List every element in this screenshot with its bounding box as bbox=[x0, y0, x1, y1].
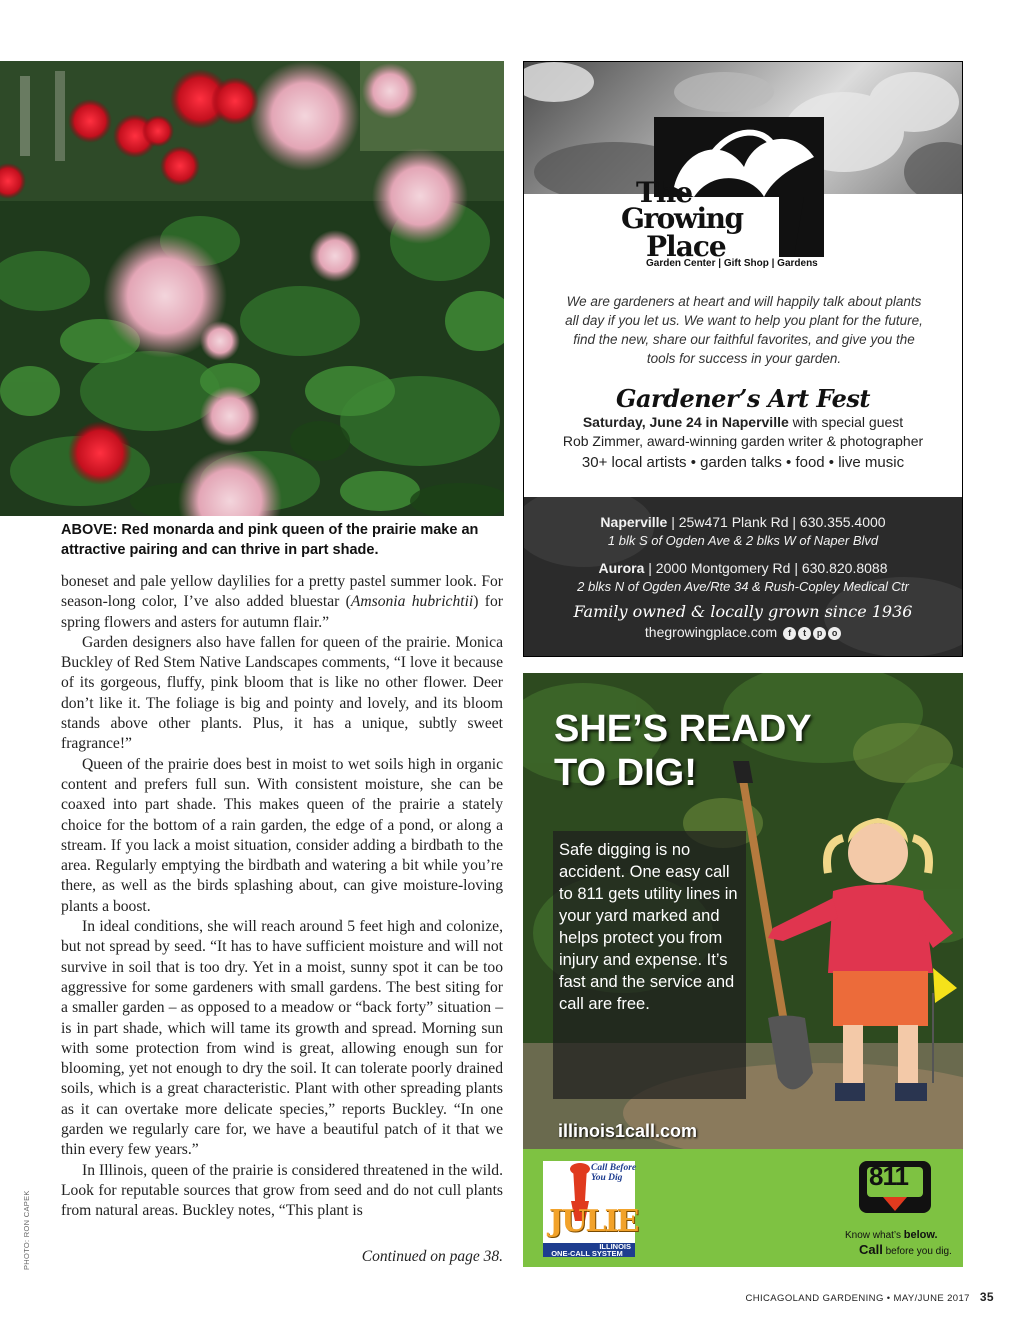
girl-shorts bbox=[833, 971, 928, 1026]
article-paragraph: In Illinois, queen of the prairie is considered threatened in the wild. Look for reputable sources that grow from seed and do not cull plants from natural areas. Buckley notes, “This plant is bbox=[61, 1161, 503, 1220]
logo-text-the: The bbox=[636, 176, 693, 209]
ad-slogan: Family owned & locally grown since 1936 bbox=[573, 602, 913, 621]
logo-text-place: Place bbox=[646, 230, 726, 263]
pinterest-icon[interactable]: p bbox=[813, 627, 826, 640]
article-body bbox=[61, 572, 503, 1222]
location-aurora-directions: 2 blks N of Ogden Ave/Rte 34 & Rush-Copley Medical Ctr bbox=[577, 579, 909, 594]
article-paragraph: boneset and pale yellow daylilies for a pretty pastel summer look. For season-long color, I’ve also added bluestar (Amsonia hubrichtii) for spring flowers and asters for autumn flair.” bbox=[61, 573, 503, 631]
julie-811-ad[interactable] bbox=[523, 673, 963, 1267]
article-paragraph: Queen of the prairie does best in moist to wet soils high in organic content and prefers full sun. With consistent moisture, she can be coaxed into part shade. This makes queen of the prairie a stately choice for the bottom of a rain garden, the edge of a pond, or along a stream. If you lack a moist situation, consider adding a birdbath to the area. Regularly emptying the birdbath and watering a bit while you’re there, as well as the birds splashing about, can give moisture-loving plants a boost. bbox=[61, 755, 503, 915]
event-features: 30+ local artists • garden talks • food • live music bbox=[581, 454, 905, 471]
location-naperville: Naperville | 25w471 Plank Rd | 630.355.4000 bbox=[600, 514, 886, 530]
event-guest: Rob Zimmer, award-winning garden writer & photographer bbox=[562, 433, 924, 449]
ad-headline: SHE’S READY TO DIG! bbox=[554, 708, 812, 794]
photo-credit: PHOTO: RON CAPEK bbox=[22, 1190, 31, 1270]
811-tagline-know: Know what’s below. bbox=[845, 1229, 938, 1241]
growing-place-ad[interactable] bbox=[523, 61, 963, 657]
article-paragraph: Garden designers also have fallen for queen of the prairie. Monica Buckley of Red Stem Native Landscapes comments, “I love it because of its gorgeous, fluffy, pink bloom that is like no other flower. Deer don’t like it. The foliage is big and pointy and lovely, and its bloom stands above other plants. Plus, it has a unique, subtly sweet fragrance!” bbox=[61, 633, 503, 753]
ad-description: We are gardeners at heart and will happily talk about plants all day if you let us. We want to help you plant for the future, find the new, share our faithful favorites, and give you the tools for success in your garden. bbox=[565, 294, 923, 366]
julie-tagline: Call Before You Dig bbox=[591, 1163, 637, 1183]
event-title: Gardener’s Art Fest bbox=[615, 384, 870, 413]
monarda-queen-of-prairie-image bbox=[0, 61, 504, 516]
facebook-icon[interactable]: f bbox=[783, 627, 796, 640]
instagram-icon[interactable]: o bbox=[828, 627, 841, 640]
continued-note: Continued on page 38. bbox=[361, 1248, 503, 1265]
ad-body-text: Safe digging is no accident. One easy call to 811 gets utility lines in your yard marked and helps protect you from injury and expense. It’s fast and the service and call are free. bbox=[559, 841, 738, 1013]
811-tagline-call: Call before you dig. bbox=[859, 1242, 952, 1257]
ad-website-link[interactable]: illinois1call.com bbox=[558, 1121, 698, 1141]
logo-tagline: Garden Center | Gift Shop | Gardens bbox=[646, 258, 818, 269]
julie-subtitle: ILLINOIS ONE-CALL SYSTEM bbox=[543, 1243, 635, 1257]
811-number: 811 bbox=[869, 1161, 908, 1191]
ad-website-link[interactable]: thegrowingplace.com bbox=[644, 624, 778, 640]
event-date: Saturday, June 24 in Naperville with special guest bbox=[582, 414, 904, 430]
photo-caption: ABOVE: Red monarda and pink queen of the prairie make an attractive pairing and can thrive in part shade. bbox=[61, 522, 479, 558]
ad-footer-band bbox=[523, 1149, 963, 1267]
twitter-icon[interactable]: t bbox=[798, 627, 811, 640]
location-naperville-directions: 1 blk S of Ogden Ave & 2 blks W of Naper Blvd bbox=[607, 533, 879, 548]
page-number: 35 bbox=[979, 1290, 994, 1304]
julie-name: JULIE bbox=[549, 1204, 638, 1239]
ad-website-row bbox=[524, 624, 962, 640]
magazine-issue: CHICAGOLAND GARDENING • MAY/JUNE 2017 bbox=[745, 1293, 970, 1304]
page-folio bbox=[700, 1290, 994, 1304]
girl-shirt bbox=[828, 885, 933, 974]
logo-text-growing: Growing bbox=[621, 202, 743, 235]
article-paragraph: In ideal conditions, she will reach around 5 feet high and colonize, but not spread by seed. “It has to have sufficient moisture and will not survive in soil that is too dry. Yet in a moist, sunny spot it can be too aggressive for some gardeners with small gardens. The best siting for a smaller garden – as opposed to a meadow or “back forty” situation – is in part shade, which will tame its growth and spread. Morning sun with some protection from wind is great, allowing enough sun for blooming, yet not enough to dry the soil. It can tolerate poorly drained soils, which is a great characteristic. Plant with other spreading plants as it can overtake more delicate species,” reports Buckley. “In one garden we regularly care for, we have a beautiful patch of it that we thin every few years.” bbox=[61, 918, 503, 1159]
garden-photo bbox=[0, 61, 504, 516]
location-aurora: Aurora | 2000 Montgomery Rd | 630.820.8088 bbox=[598, 560, 888, 576]
